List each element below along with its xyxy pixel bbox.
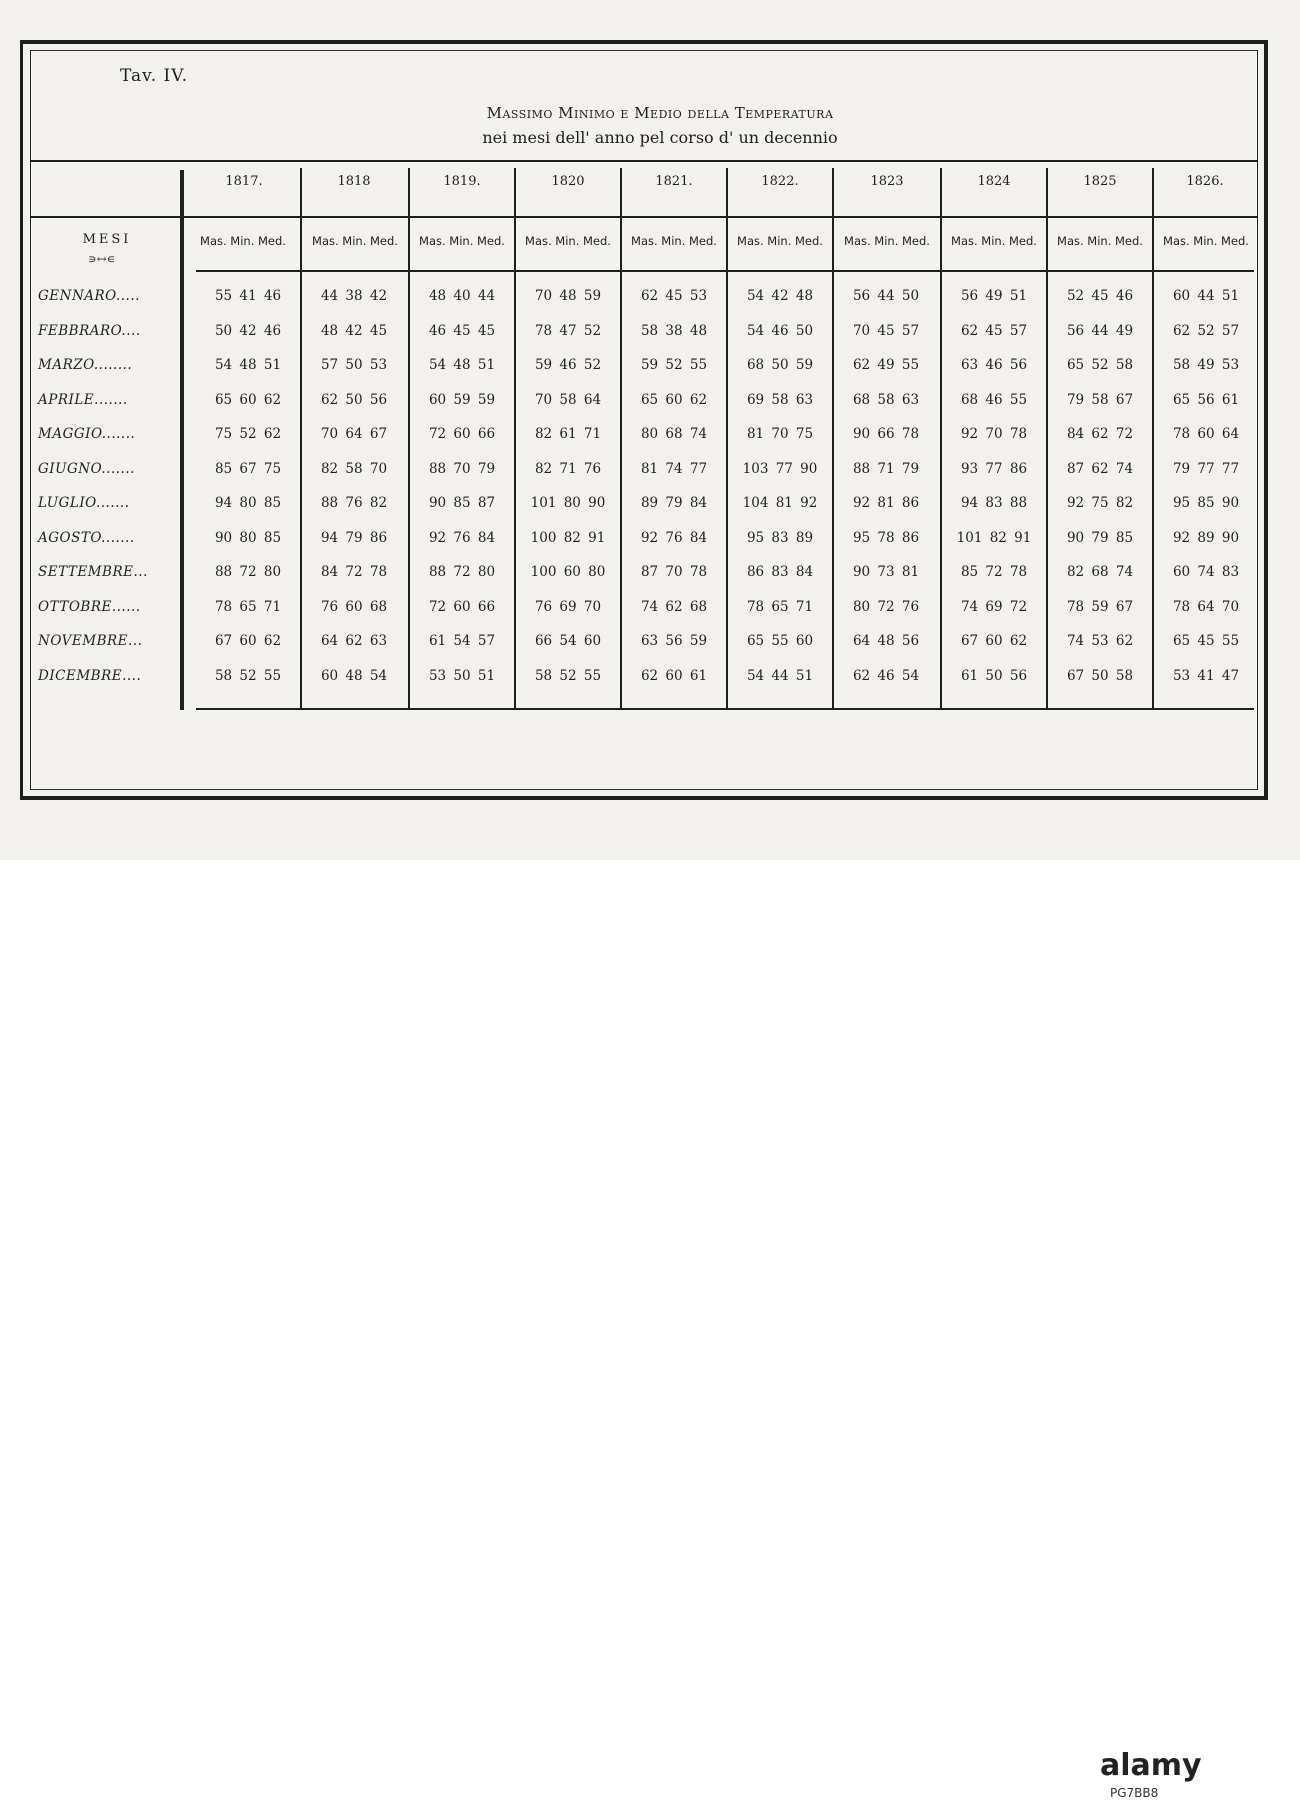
month-label: MARZO........: [38, 357, 133, 373]
table-cell: 88 76 82: [320, 495, 388, 511]
year-header: 1826.: [1186, 174, 1224, 189]
table-cell: 103 77 90: [742, 461, 818, 477]
table-cell: 92 76 84: [428, 530, 496, 546]
year-header: 1820: [551, 174, 585, 189]
table-cell: 101 80 90: [530, 495, 606, 511]
table-cell: 65 45 55: [1172, 633, 1240, 649]
table-cell: 58 49 53: [1172, 357, 1240, 373]
table-cell: 74 53 62: [1066, 633, 1134, 649]
table-cell: 64 62 63: [320, 633, 388, 649]
table-title: Massimo Minimo e Medio della Temperatura: [486, 104, 834, 122]
table-cell: 60 44 51: [1172, 288, 1240, 304]
subheader-mas-min-med: Mas. Min. Med.: [312, 234, 398, 248]
table-cell: 78 65 71: [214, 599, 282, 615]
table-cell: 74 69 72: [960, 599, 1028, 615]
watermark-logo: alamy: [1100, 1748, 1202, 1783]
table-cell: 76 69 70: [534, 599, 602, 615]
month-label: OTTOBRE......: [38, 599, 141, 615]
table-number: Tav. IV.: [120, 66, 188, 86]
table-cell: 101 82 91: [956, 530, 1032, 546]
month-label: MAGGIO.......: [38, 426, 136, 442]
subheader-rule: [196, 270, 1254, 272]
month-label: DICEMBRE....: [38, 668, 142, 684]
table-cell: 65 55 60: [746, 633, 814, 649]
year-bottom-rule: [30, 216, 1258, 218]
ornament-icon: ∍↔∊: [88, 252, 116, 266]
table-cell: 87 70 78: [640, 564, 708, 580]
table-cell: 95 78 86: [852, 530, 920, 546]
subheader-mas-min-med: Mas. Min. Med.: [1163, 234, 1249, 248]
table-cell: 88 72 80: [214, 564, 282, 580]
table-cell: 56 44 49: [1066, 323, 1134, 339]
table-cell: 82 58 70: [320, 461, 388, 477]
table-cell: 70 58 64: [534, 392, 602, 408]
table-cell: 65 60 62: [214, 392, 282, 408]
table-cell: 44 38 42: [320, 288, 388, 304]
table-cell: 104 81 92: [742, 495, 818, 511]
table-cell: 84 72 78: [320, 564, 388, 580]
table-cell: 81 70 75: [746, 426, 814, 442]
table-cell: 63 46 56: [960, 357, 1028, 373]
table-cell: 60 48 54: [320, 668, 388, 684]
table-cell: 72 60 66: [428, 426, 496, 442]
table-cell: 86 83 84: [746, 564, 814, 580]
subheader-mas-min-med: Mas. Min. Med.: [951, 234, 1037, 248]
table-cell: 90 85 87: [428, 495, 496, 511]
table-cell: 60 74 83: [1172, 564, 1240, 580]
table-cell: 53 50 51: [428, 668, 496, 684]
table-cell: 78 47 52: [534, 323, 602, 339]
table-cell: 90 79 85: [1066, 530, 1134, 546]
table-cell: 55 41 46: [214, 288, 282, 304]
month-label: FEBBRARO....: [38, 323, 141, 339]
table-cell: 60 59 59: [428, 392, 496, 408]
table-cell: 93 77 86: [960, 461, 1028, 477]
table-cell: 62 45 57: [960, 323, 1028, 339]
table-cell: 85 72 78: [960, 564, 1028, 580]
table-cell: 62 49 55: [852, 357, 920, 373]
table-cell: 69 58 63: [746, 392, 814, 408]
table-cell: 82 61 71: [534, 426, 602, 442]
table-cell: 67 60 62: [214, 633, 282, 649]
table-cell: 56 44 50: [852, 288, 920, 304]
year-header: 1817.: [225, 174, 263, 189]
table-cell: 94 83 88: [960, 495, 1028, 511]
mesi-label: MESI: [82, 232, 132, 247]
table-cell: 62 45 53: [640, 288, 708, 304]
table-cell: 92 89 90: [1172, 530, 1240, 546]
table-cell: 92 75 82: [1066, 495, 1134, 511]
subheader-mas-min-med: Mas. Min. Med.: [631, 234, 717, 248]
month-label: GENNARO.....: [38, 288, 140, 304]
table-cell: 76 60 68: [320, 599, 388, 615]
table-cell: 61 50 56: [960, 668, 1028, 684]
table-cell: 82 71 76: [534, 461, 602, 477]
months-divider: [180, 170, 184, 710]
table-cell: 89 79 84: [640, 495, 708, 511]
table-cell: 59 46 52: [534, 357, 602, 373]
table-cell: 65 52 58: [1066, 357, 1134, 373]
table-cell: 70 45 57: [852, 323, 920, 339]
table-cell: 65 56 61: [1172, 392, 1240, 408]
table-cell: 88 71 79: [852, 461, 920, 477]
table-cell: 58 52 55: [534, 668, 602, 684]
subheader-mas-min-med: Mas. Min. Med.: [419, 234, 505, 248]
year-header: 1818: [337, 174, 371, 189]
table-cell: 72 60 66: [428, 599, 496, 615]
year-header: 1824: [977, 174, 1011, 189]
table-cell: 68 58 63: [852, 392, 920, 408]
table-cell: 84 62 72: [1066, 426, 1134, 442]
table-cell: 78 65 71: [746, 599, 814, 615]
table-cell: 100 60 80: [530, 564, 606, 580]
table-cell: 54 44 51: [746, 668, 814, 684]
table-cell: 50 42 46: [214, 323, 282, 339]
table-cell: 54 48 51: [214, 357, 282, 373]
table-cell: 65 60 62: [640, 392, 708, 408]
table-cell: 78 64 70: [1172, 599, 1240, 615]
table-cell: 56 49 51: [960, 288, 1028, 304]
table-cell: 74 62 68: [640, 599, 708, 615]
table-cell: 80 68 74: [640, 426, 708, 442]
subheader-mas-min-med: Mas. Min. Med.: [737, 234, 823, 248]
table-cell: 61 54 57: [428, 633, 496, 649]
table-cell: 52 45 46: [1066, 288, 1134, 304]
table-cell: 92 81 86: [852, 495, 920, 511]
table-cell: 95 85 90: [1172, 495, 1240, 511]
year-header: 1823: [870, 174, 904, 189]
table-cell: 79 77 77: [1172, 461, 1240, 477]
table-cell: 63 56 59: [640, 633, 708, 649]
table-cell: 53 41 47: [1172, 668, 1240, 684]
table-cell: 87 62 74: [1066, 461, 1134, 477]
table-cell: 95 83 89: [746, 530, 814, 546]
table-cell: 85 67 75: [214, 461, 282, 477]
table-cell: 78 60 64: [1172, 426, 1240, 442]
header-top-rule: [30, 160, 1258, 162]
table-cell: 46 45 45: [428, 323, 496, 339]
table-cell: 100 82 91: [530, 530, 606, 546]
watermark-code: PG7BB8: [1110, 1786, 1159, 1800]
table-cell: 67 50 58: [1066, 668, 1134, 684]
subheader-mas-min-med: Mas. Min. Med.: [200, 234, 286, 248]
subheader-mas-min-med: Mas. Min. Med.: [1057, 234, 1143, 248]
month-label: GIUGNO.......: [38, 461, 135, 477]
table-cell: 90 66 78: [852, 426, 920, 442]
year-header: 1822.: [761, 174, 799, 189]
table-cell: 75 52 62: [214, 426, 282, 442]
table-cell: 62 50 56: [320, 392, 388, 408]
subheader-mas-min-med: Mas. Min. Med.: [525, 234, 611, 248]
table-cell: 80 72 76: [852, 599, 920, 615]
table-cell: 68 46 55: [960, 392, 1028, 408]
table-subtitle: nei mesi dell' anno pel corso d' un decennio: [482, 128, 838, 147]
table-cell: 94 79 86: [320, 530, 388, 546]
table-cell: 66 54 60: [534, 633, 602, 649]
table-cell: 54 46 50: [746, 323, 814, 339]
table-cell: 64 48 56: [852, 633, 920, 649]
table-cell: 92 76 84: [640, 530, 708, 546]
table-cell: 88 70 79: [428, 461, 496, 477]
body-bottom-rule: [196, 708, 1254, 710]
table-cell: 70 48 59: [534, 288, 602, 304]
table-cell: 92 70 78: [960, 426, 1028, 442]
table-cell: 82 68 74: [1066, 564, 1134, 580]
month-label: APRILE.......: [38, 392, 128, 408]
table-cell: 62 52 57: [1172, 323, 1240, 339]
month-label: NOVEMBRE...: [38, 633, 143, 649]
month-label: LUGLIO.......: [38, 495, 130, 511]
month-label: SETTEMBRE...: [38, 564, 148, 580]
table-cell: 54 48 51: [428, 357, 496, 373]
table-cell: 90 80 85: [214, 530, 282, 546]
table-cell: 90 73 81: [852, 564, 920, 580]
table-cell: 48 42 45: [320, 323, 388, 339]
table-cell: 81 74 77: [640, 461, 708, 477]
subheader-mas-min-med: Mas. Min. Med.: [844, 234, 930, 248]
table-cell: 54 42 48: [746, 288, 814, 304]
table-cell: 94 80 85: [214, 495, 282, 511]
table-cell: 57 50 53: [320, 357, 388, 373]
year-header: 1825: [1083, 174, 1117, 189]
month-label: AGOSTO.......: [38, 530, 135, 546]
year-header: 1819.: [443, 174, 481, 189]
table-cell: 58 38 48: [640, 323, 708, 339]
table-cell: 79 58 67: [1066, 392, 1134, 408]
table-cell: 88 72 80: [428, 564, 496, 580]
table-cell: 59 52 55: [640, 357, 708, 373]
table-cell: 62 46 54: [852, 668, 920, 684]
table-cell: 78 59 67: [1066, 599, 1134, 615]
table-cell: 58 52 55: [214, 668, 282, 684]
watermark-bar: [0, 860, 1300, 1800]
table-cell: 70 64 67: [320, 426, 388, 442]
year-header: 1821.: [655, 174, 693, 189]
table-cell: 62 60 61: [640, 668, 708, 684]
document-page: [0, 0, 1300, 860]
table-cell: 48 40 44: [428, 288, 496, 304]
table-cell: 68 50 59: [746, 357, 814, 373]
table-cell: 67 60 62: [960, 633, 1028, 649]
